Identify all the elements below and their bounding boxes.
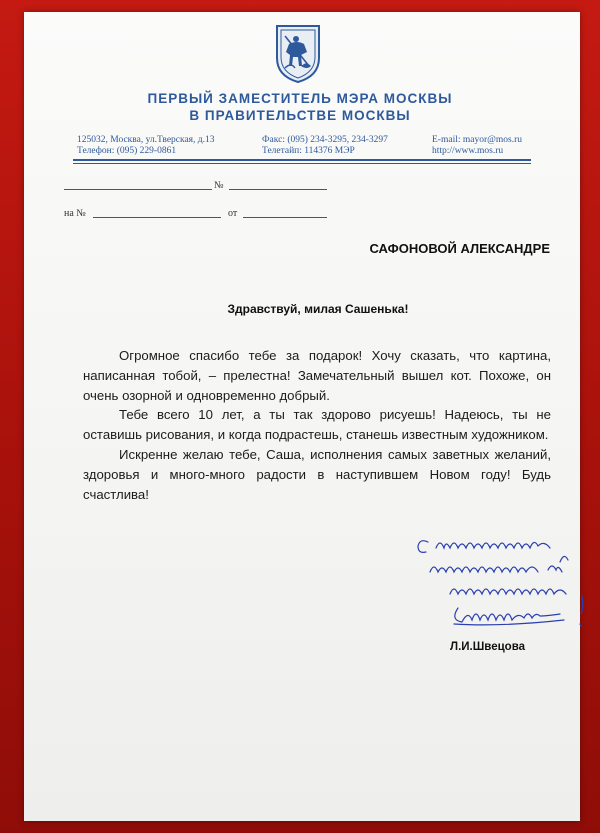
- signer-name: Л.И.Швецова: [450, 641, 526, 653]
- contact-address: 125032, Москва, ул.Тверская, д.13: [77, 135, 215, 145]
- reference-number-label: на №: [64, 208, 86, 219]
- body-paragraph-2: Тебе всего 10 лет, а ты так здорово рисуешь! Надеюсь, ты не оставишь рисования, и когда подрастешь, станешь известным художником.: [83, 407, 551, 443]
- outgoing-number-symbol: №: [214, 180, 224, 191]
- letterhead-title-line2: В ПРАВИТЕЛЬСТВЕ МОСКВЫ: [189, 108, 411, 123]
- greeting: Здравствуй, милая Сашенька!: [227, 302, 409, 316]
- contact-phone: Телефон: (095) 229-0861: [77, 146, 177, 156]
- reference-number-line: [93, 217, 221, 218]
- body-paragraph-1: Огромное спасибо тебе за подарок! Хочу сказать, что картина, написанная тобой, – прелестна! Замечательный вышел кот. Похоже, он очень озорной и одновременно добрый.: [83, 348, 551, 403]
- outgoing-date-line: [64, 189, 212, 190]
- letterhead-title-line1: ПЕРВЫЙ ЗАМЕСТИТЕЛЬ МЭРА МОСКВЫ: [147, 91, 453, 106]
- body-paragraph-3: Искренне желаю тебе, Саша, исполнения самых заветных желаний, здоровья и много-много радости в наступившем Новом году! Будь счастлива!: [83, 446, 551, 502]
- contact-teletype: Телетайп: 114376 МЭР: [262, 146, 355, 156]
- contact-fax: Факс: (095) 234-3295, 234-3297: [262, 135, 388, 145]
- contact-website: http://www.mos.ru: [432, 146, 504, 156]
- letterhead-divider-thin: [73, 163, 531, 164]
- letterhead-divider: [73, 159, 531, 161]
- contact-email: E-mail: mayor@mos.ru: [432, 135, 523, 145]
- handwritten-signature: [410, 532, 590, 642]
- reference-date-label: от: [228, 208, 238, 219]
- outgoing-number-line: [229, 189, 327, 190]
- addressee: САФОНОВОЙ АЛЕКСАНДРЕ: [369, 241, 550, 256]
- reference-date-line: [243, 217, 327, 218]
- letter-body: [83, 346, 551, 504]
- moscow-coat-of-arms-icon: [271, 22, 325, 84]
